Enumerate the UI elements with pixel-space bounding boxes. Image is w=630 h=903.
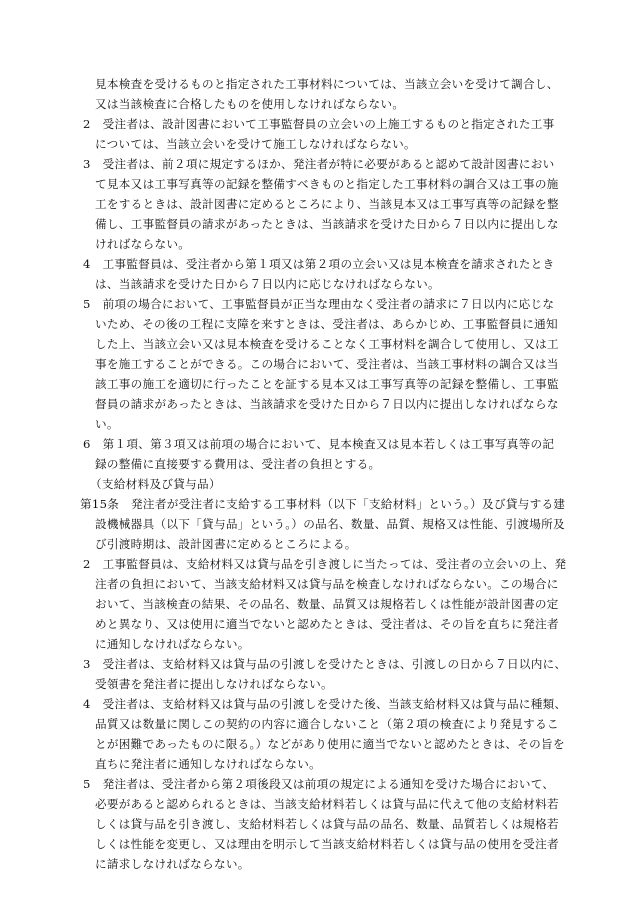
text-line: 5 前項の場合において、工事監督員が正当な理由なく受注者の請求に７日以内に応じな	[83, 297, 555, 311]
text-line: 3 受注者は、前２項に規定するほか、発注者が特に必要があると認めて設計図書におい	[83, 157, 555, 171]
text-line: 2 工事監督員は、支給材料又は貸与品を引き渡しに当たっては、受注者の立会いの上、発	[83, 557, 567, 571]
text-line: に通知しなければならない。	[95, 637, 250, 651]
text-line: 備し、工事監督員の請求があったときは、当該請求を受けた日から７日以内に提出しな	[95, 217, 559, 231]
text-line: 見本検査を受けるものと指定された工事材料については、当該立会いを受けて調合し、	[95, 77, 559, 91]
text-line: び引渡時期は、設計図書に定めるところによる。	[95, 537, 357, 551]
text-line: 督員の請求があったときは、当該請求を受けた日から７日以内に提出しなければならな	[95, 397, 559, 411]
text-line: 録の整備に直接要する費用は、受注者の負担とする。	[95, 457, 381, 471]
text-line: 品質又は数量に関しこの契約の内容に適合しないこと（第２項の検査により発見するこ	[95, 717, 559, 731]
section-heading: （支給材料及び貸与品）	[90, 477, 221, 491]
text-line: 設機械器具（以下「貸与品」という。）の品名、数量、品質、規格又は性能、引渡場所及	[95, 517, 565, 531]
text-line: めと異なり、又は使用に適当でないと認めたときは、受注者は、その旨を直ちに発注者	[95, 617, 559, 631]
text-line: 該工事の施工を適切に行ったことを証する見本又は工事写真等の記録を整備し、工事監	[95, 377, 559, 391]
text-line: しくは性能を変更し、又は理由を明示して当該支給材料若しくは貸与品の使用を受注者	[95, 837, 559, 851]
text-line: 5 発注者は、受注者から第２項後段又は前項の規定による通知を受けた場合において、	[83, 777, 555, 791]
text-line: 事を施工することができる。この場合において、受注者は、当該工事材料の調合又は当	[95, 357, 559, 371]
text-line: は、当該請求を受けた日から７日以内に応じなければならない。	[95, 277, 440, 291]
text-line: 4 受注者は、支給材料又は貸与品の引渡しを受けた後、当該支給材料又は貸与品に種類、	[83, 697, 567, 711]
text-line: した上、当該立会い又は見本検査を受けることなく工事材料を調合して使用し、又は工	[95, 337, 559, 351]
text-line: 受領書を発注者に提出しなければならない。	[95, 677, 333, 691]
text-line: 2 受注者は、設計図書において工事監督員の立会いの上施工するものと指定された工事	[83, 117, 555, 131]
text-line: 工をするときは、設計図書に定めるところにより、当該見本又は工事写真等の記録を整	[95, 197, 559, 211]
text-line: 4 工事監督員は、受注者から第１項又は第２項の立会い又は見本検査を請求されたとき	[83, 257, 555, 271]
text-line: て見本又は工事写真等の記録を整備すべきものと指定した工事材料の調合又は工事の施	[95, 177, 559, 191]
text-line: ければならない。	[95, 237, 191, 251]
text-line: に請求しなければならない。	[95, 857, 250, 871]
text-line: いため、その後の工程に支障を来すときは、受注者は、あらかじめ、工事監督員に通知	[95, 317, 558, 331]
text-line: 直ちに発注者に通知しなければならない。	[95, 757, 321, 771]
text-line: については、当該立会いを受けて施工しなければならない。	[95, 137, 416, 151]
article-heading-line: 第15条 発注者が受注者に支給する工事材料（以下「支給材料」という。）及び貸与する建	[80, 497, 566, 511]
text-line: とが困難であったものに限る。）などがあり使用に適当でないと認めたときは、その旨を	[95, 737, 565, 751]
text-line: い。	[95, 417, 119, 431]
text-line: 必要があると認められるときは、当該支給材料若しくは貸与品に代えて他の支給材料若	[95, 797, 559, 811]
text-line: 6 第１項、第３項又は前項の場合において、見本検査又は見本若しくは工事写真等の記	[83, 437, 555, 451]
text-line: 又は当該検査に合格したものを使用しなければならない。	[95, 97, 405, 111]
text-line: しくは貸与品を引き渡し、支給材料若しくは貸与品の品名、数量、品質若しくは規格若	[95, 817, 559, 831]
text-line: おいて、当該検査の結果、その品名、数量、品質又は規格若しくは性能が設計図書の定	[95, 597, 559, 611]
text-line: 3 受注者は、支給材料又は貸与品の引渡しを受けたときは、引渡しの日から７日以内に、	[83, 657, 567, 671]
text-line: 注者の負担において、当該支給材料又は貸与品を検査しなければならない。この場合に	[95, 577, 559, 591]
